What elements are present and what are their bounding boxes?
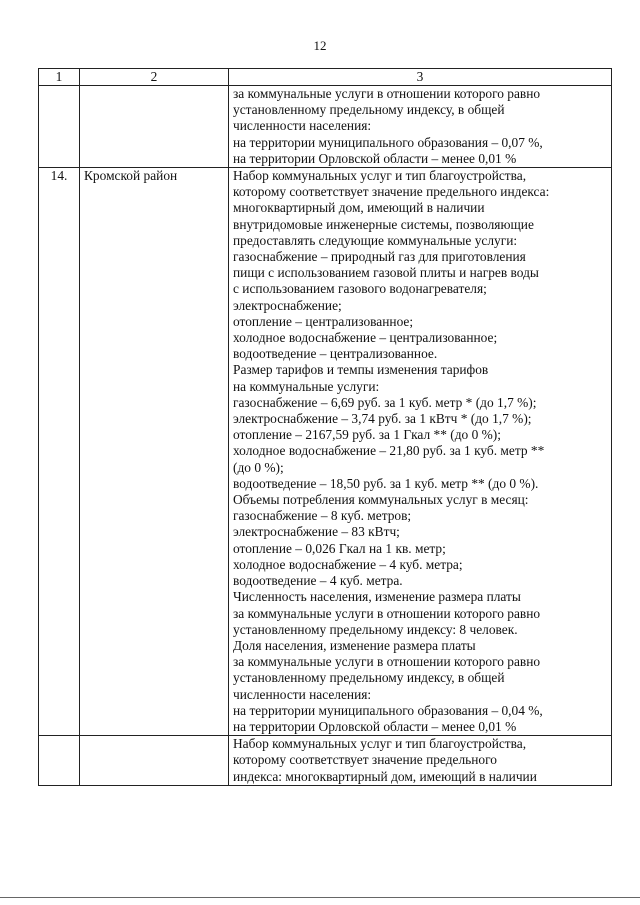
text-line: пищи с использованием газовой плиты и нагрев воды [233,265,539,281]
text-line: установленному предельному индексу: 8 человек. [233,621,518,637]
text-line: холодное водоснабжение – 4 куб. метра; [233,556,463,572]
text-line: Размер тарифов и темпы изменения тарифов [233,362,489,378]
text-line: которому соответствует значение предельного индекса: [233,184,550,200]
description-cell [229,168,612,736]
text-line: предоставлять следующие коммунальные услуги: [233,232,518,248]
text-line: на территории Орловской области – менее 0,01 % [233,150,517,166]
text-line: Объемы потребления коммунальных услуг в месяц: [233,492,529,508]
municipality-name-cell: Кромской район [80,168,229,736]
description-cell [229,86,612,168]
text-line: установленному предельному индексу, в общей [233,102,505,118]
text-line: отопление – 0,026 Гкал на 1 кв. метр; [233,540,446,556]
text-line: многоквартирный дом, имеющий в наличии [233,200,485,216]
text-line: с использованием газового водонагревателя; [233,281,487,297]
text-line: водоотведение – централизованное. [233,346,438,362]
text-line: отопление – 2167,59 руб. за 1 Гкал ** (до 0 %); [233,427,501,443]
table-header-row [39,69,612,86]
text-line: на территории муниципального образования – 0,04 %, [233,702,543,718]
text-line: установленному предельному индексу, в общей [233,670,505,686]
table-row [39,168,612,736]
text-line: индекса: многоквартирный дом, имеющий в наличии [233,768,537,784]
row-number-cell [39,86,80,168]
row-number-cell [39,736,80,786]
text-line: холодное водоснабжение – 21,80 руб. за 1 куб. метр ** [233,443,545,459]
table-row [39,736,612,786]
table-row [39,86,612,168]
text-line: на территории муниципального образования – 0,07 %, [233,134,543,150]
text-line: (до 0 %); [233,459,284,475]
text-line: отопление – централизованное; [233,313,414,329]
text-line: электроснабжение – 3,74 руб. за 1 кВтч * (до 1,7 %); [233,411,532,427]
text-line: которому соответствует значение предельного [233,752,497,768]
text-line: на коммунальные услуги: [233,378,380,394]
row-number-cell: 14. [39,168,80,736]
text-line: Численность населения, изменение размера платы [233,589,521,605]
municipality-name-cell [80,736,229,786]
text-line: газоснабжение – 8 куб. метров; [233,508,412,524]
description-cell [229,736,612,786]
text-line: электроснабжение – 83 кВтч; [233,524,400,540]
text-line: электроснабжение; [233,297,342,313]
header-col-3: 3 [229,69,612,86]
text-line: на территории Орловской области – менее 0,01 % [233,718,517,734]
text-line: численности населения: [233,686,372,702]
page-bottom-rule [0,897,640,898]
municipality-name-cell [80,86,229,168]
text-line: газоснабжение – природный газ для приготовления [233,249,526,265]
text-line: за коммунальные услуги в отношении которого равно [233,86,541,101]
page-number: 12 [313,38,327,53]
header-col-1: 1 [39,69,80,86]
text-line: Доля населения, изменение размера платы [233,637,476,653]
header-col-2: 2 [80,69,229,86]
text-line: за коммунальные услуги в отношении которого равно [233,605,541,621]
text-line: за коммунальные услуги в отношении которого равно [233,654,541,670]
tariff-table [38,68,612,786]
text-line: внутридомовые инженерные системы, позволяющие [233,216,534,232]
text-line: газоснабжение – 6,69 руб. за 1 куб. метр * (до 1,7 %); [233,394,537,410]
text-line: Набор коммунальных услуг и тип благоустройства, [233,168,527,184]
text-line: численности населения: [233,118,372,134]
text-line: водоотведение – 4 куб. метра. [233,573,403,589]
text-line: водоотведение – 18,50 руб. за 1 куб. метр ** (до 0 %). [233,475,539,491]
text-line: холодное водоснабжение – централизованное; [233,330,498,346]
text-line: Набор коммунальных услуг и тип благоустройства, [233,736,527,752]
